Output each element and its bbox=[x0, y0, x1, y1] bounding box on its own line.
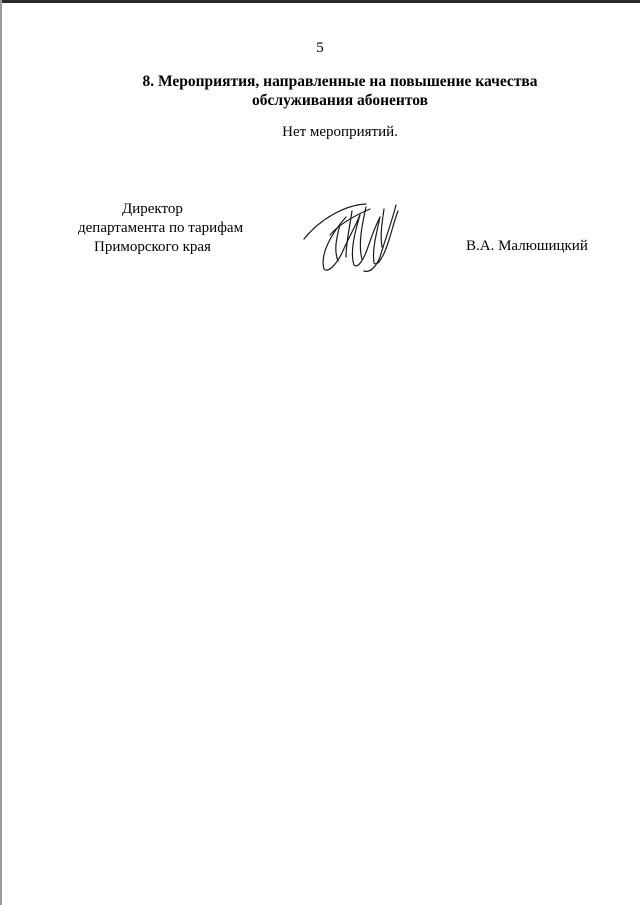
signer-position-line-3: Приморского края bbox=[94, 239, 211, 255]
section-heading-line-2: обслуживания абонентов bbox=[252, 92, 428, 109]
section-heading bbox=[90, 72, 590, 110]
page-number: 5 bbox=[316, 40, 324, 56]
signer-position-line-2: департамента по тарифам bbox=[78, 220, 244, 236]
signer-position-line-1: Директор bbox=[122, 201, 183, 217]
section-heading-line-1: 8. Мероприятия, направленные на повышение качества bbox=[142, 73, 538, 90]
signer-position bbox=[70, 200, 280, 257]
scan-top-edge bbox=[0, 0, 640, 3]
section-body-text: Нет мероприятий. bbox=[282, 124, 398, 140]
signer-name: В.А. Малюшицкий bbox=[466, 238, 588, 254]
handwritten-signature-icon bbox=[300, 195, 410, 280]
